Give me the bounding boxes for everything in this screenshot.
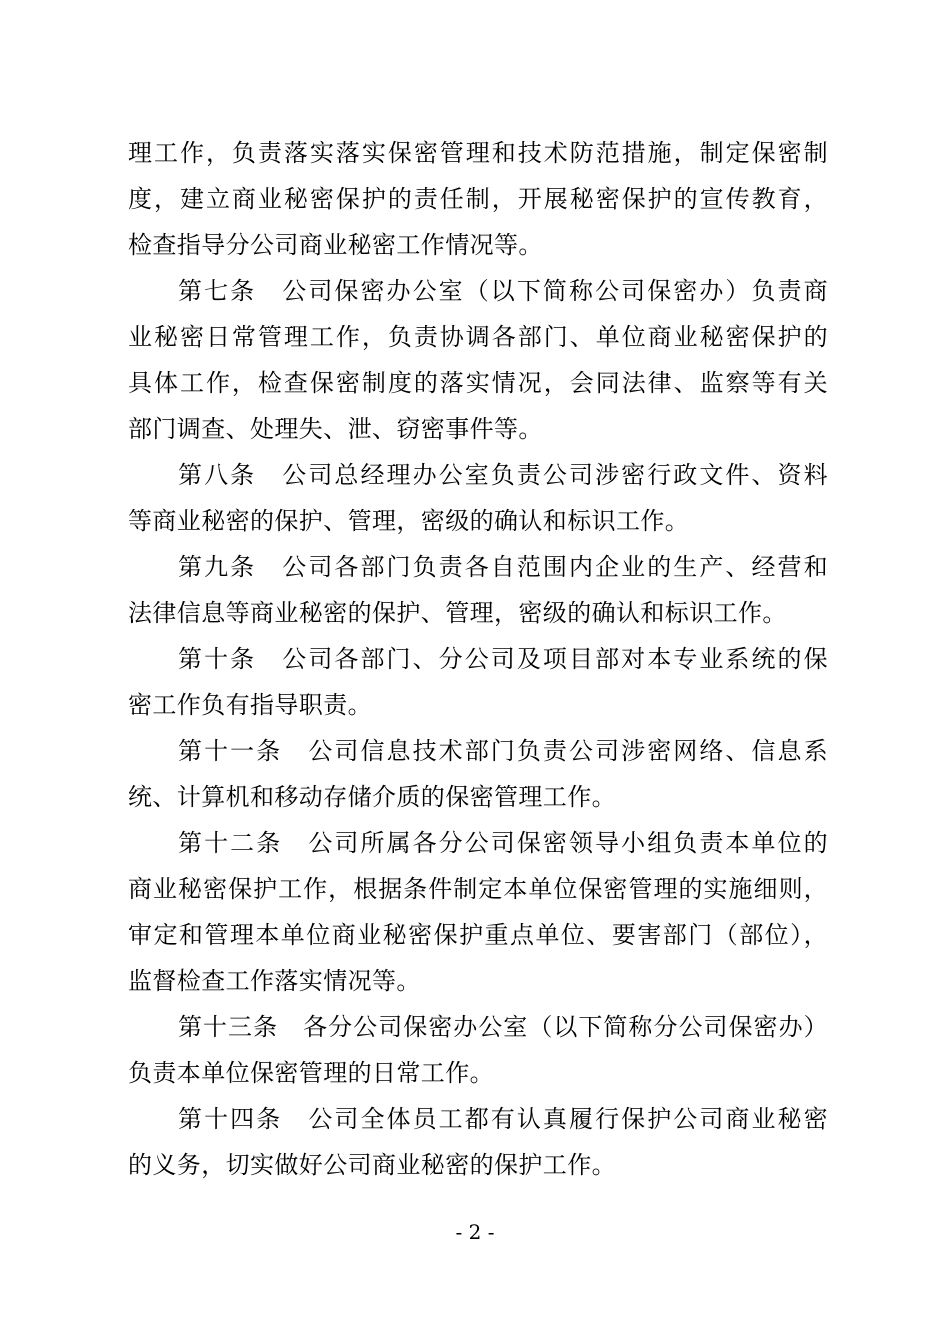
text-line: 监督检查工作落实情况等。: [128, 967, 421, 995]
text-line: 统、计算机和移动存储介质的保密管理工作。: [128, 783, 616, 811]
article-12-heading-line: 第十二条 公司所属各分公司保密领导小组负责本单位的: [178, 829, 828, 857]
text-line: 审定和管理本单位商业秘密保护重点单位、要害部门（部位），: [128, 921, 828, 949]
text-line: 检查指导分公司商业秘密工作情况等。: [128, 231, 543, 259]
text-line: 理工作，负责落实落实保密管理和技术防范措施，制定保密制: [128, 139, 828, 167]
page-number: - 2 -: [455, 1220, 495, 1244]
text-line: 的义务，切实做好公司商业秘密的保护工作。: [128, 1151, 616, 1179]
text-line: 业秘密日常管理工作，负责协调各部门、单位商业秘密保护的: [128, 323, 828, 351]
text-line: 具体工作，检查保密制度的落实情况，会同法律、监察等有关: [128, 369, 828, 397]
article-8-heading-line: 第八条 公司总经理办公室负责公司涉密行政文件、资料: [178, 461, 828, 489]
article-14-heading-line: 第十四条 公司全体员工都有认真履行保护公司商业秘密: [178, 1105, 828, 1133]
text-line: 度，建立商业秘密保护的责任制，开展秘密保护的宣传教育，: [128, 185, 828, 213]
text-line: 部门调查、处理失、泄、窃密事件等。: [128, 415, 543, 443]
article-11-heading-line: 第十一条 公司信息技术部门负责公司涉密网络、信息系: [178, 737, 828, 765]
text-line: 商业秘密保护工作，根据条件制定本单位保密管理的实施细则，: [128, 875, 828, 903]
article-7-heading-line: 第七条 公司保密办公室（以下简称公司保密办）负责商: [178, 277, 828, 305]
article-10-heading-line: 第十条 公司各部门、分公司及项目部对本专业系统的保: [178, 645, 828, 673]
text-line: 负责本单位保密管理的日常工作。: [128, 1059, 494, 1087]
text-line: 法律信息等商业秘密的保护、管理，密级的确认和标识工作。: [128, 599, 787, 627]
text-line: 等商业秘密的保护、管理，密级的确认和标识工作。: [128, 507, 690, 535]
article-9-heading-line: 第九条 公司各部门负责各自范围内企业的生产、经营和: [178, 553, 828, 581]
text-line: 密工作负有指导职责。: [128, 691, 372, 719]
article-13-heading-line: 第十三条 各分公司保密办公室（以下简称分公司保密办）: [178, 1013, 828, 1041]
